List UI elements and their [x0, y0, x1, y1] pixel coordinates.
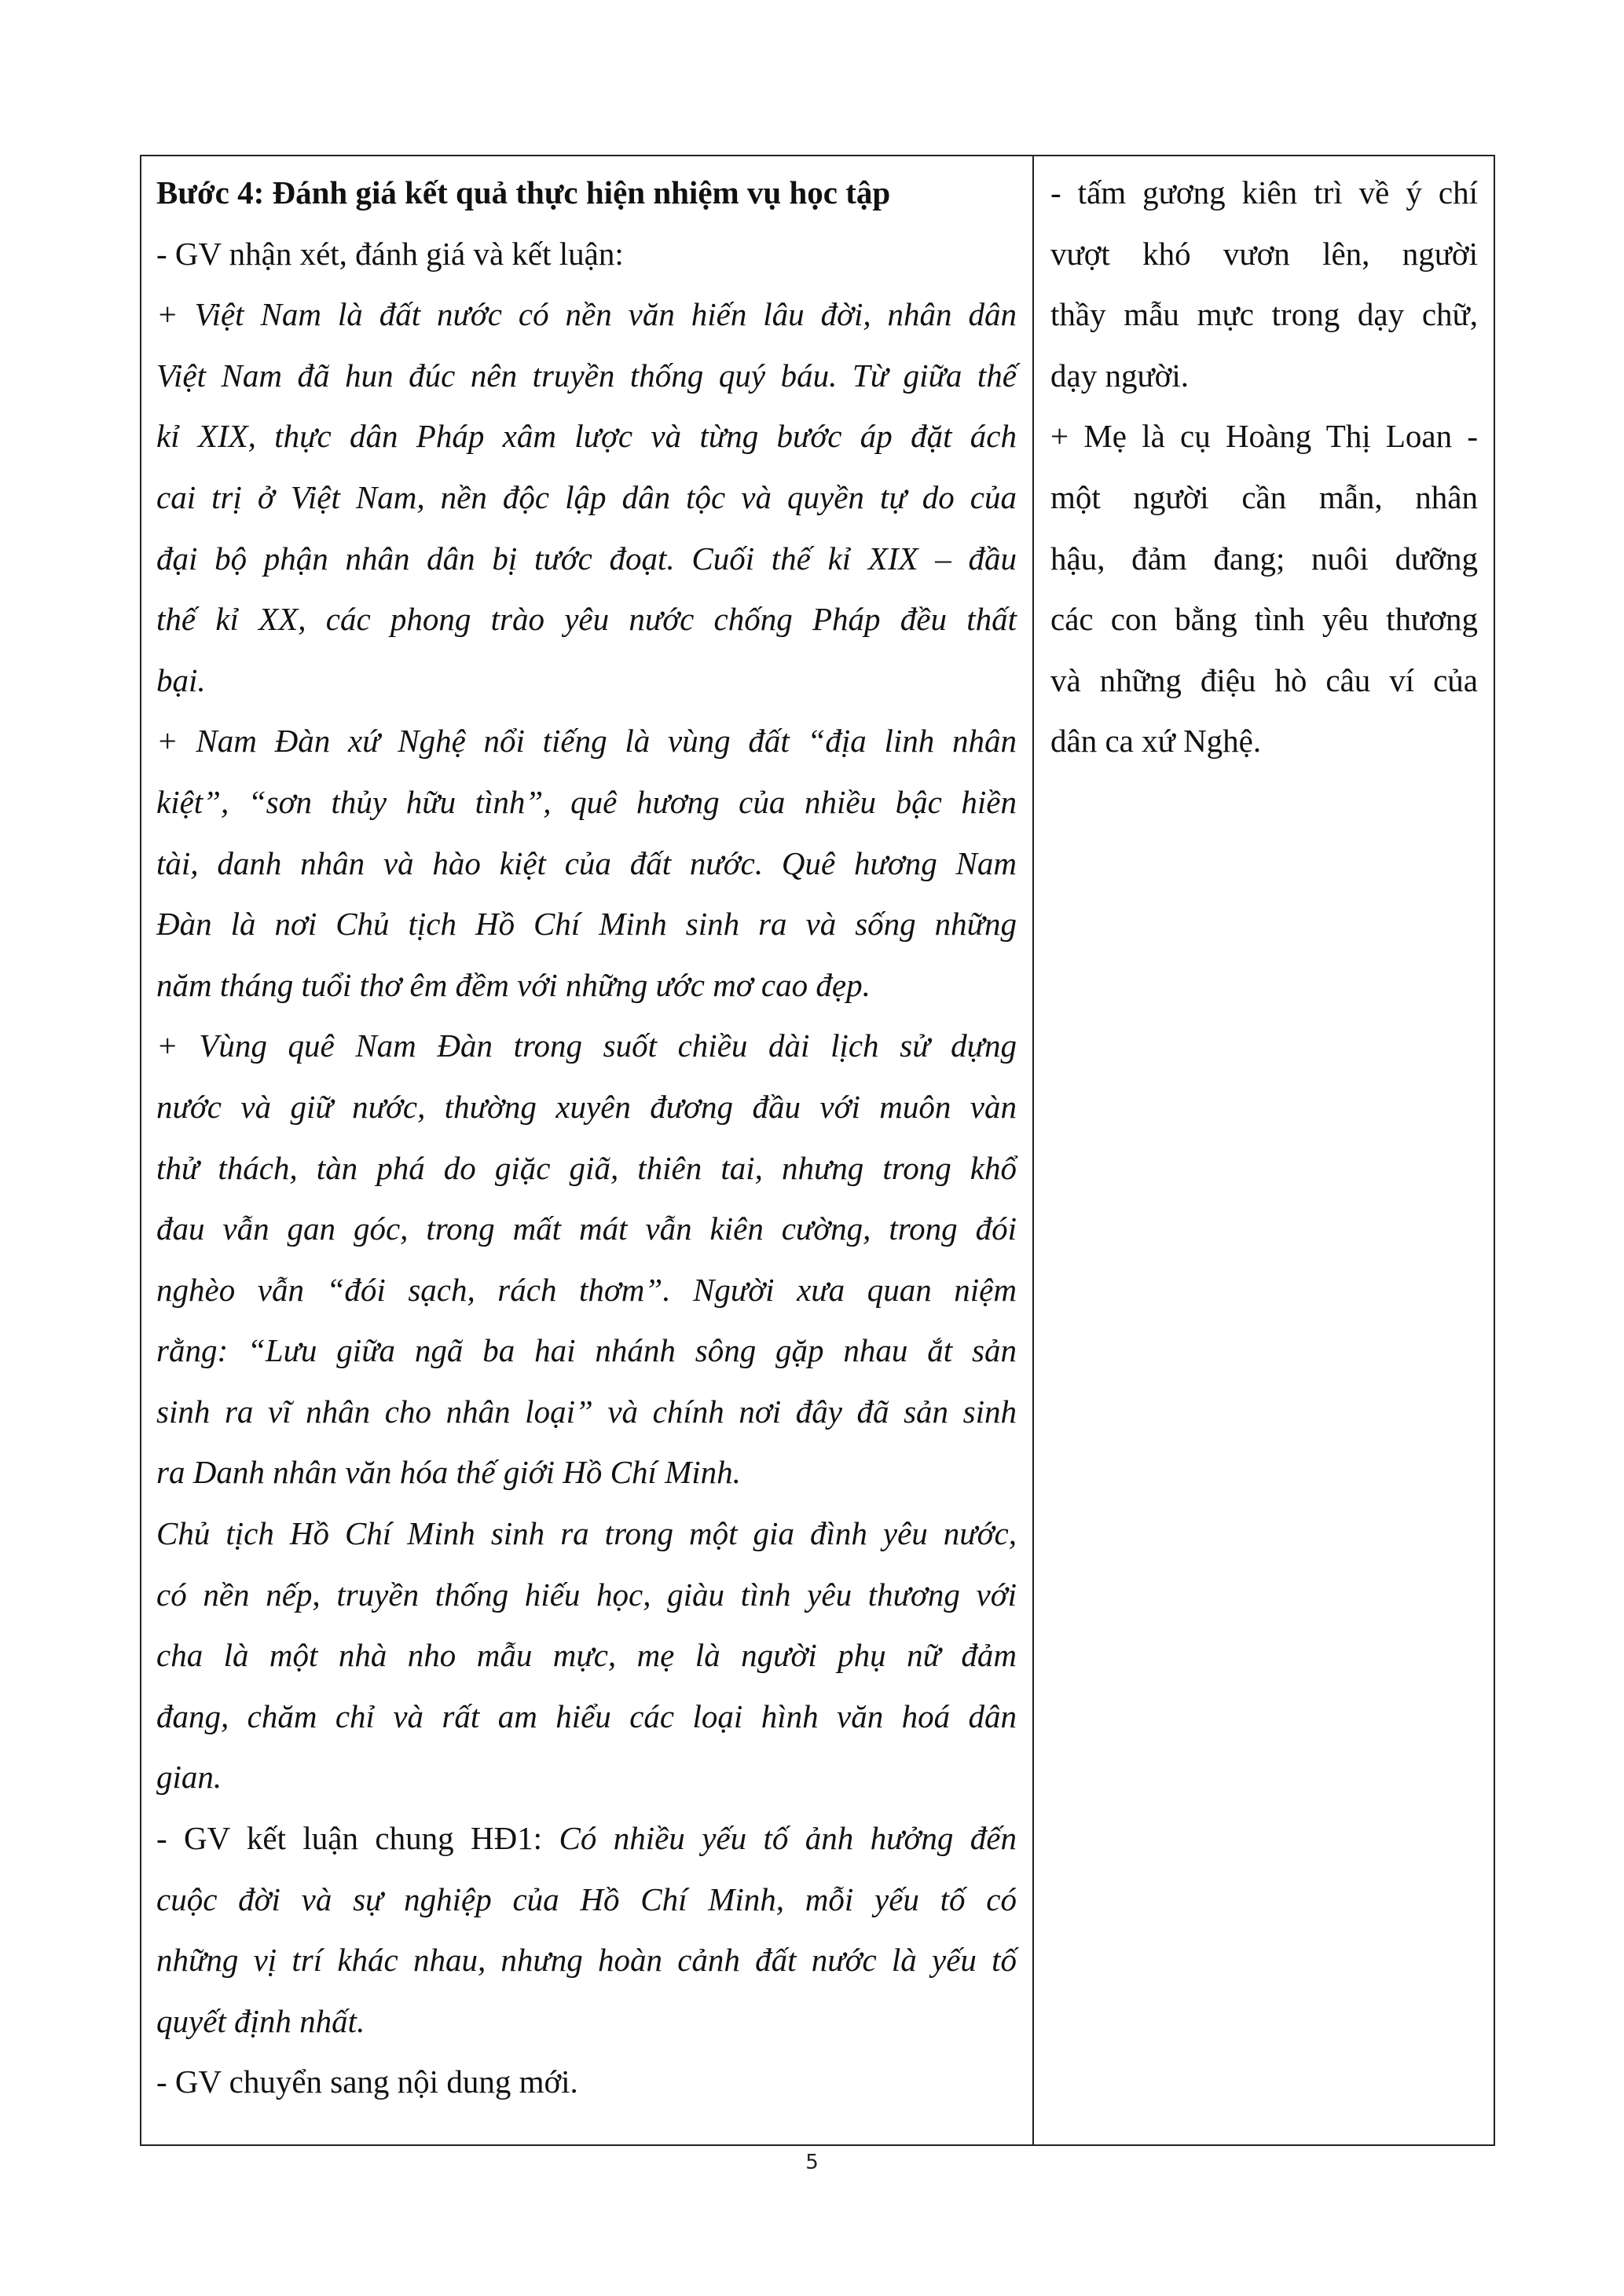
- teacher-comment: - GV nhận xét, đánh giá và kết luận:: [156, 235, 624, 272]
- paragraph-vietnam-history: [156, 284, 1017, 711]
- text-line: nghèo vẫn “đói sạch, rách thơm”. Người xưa quan niệm: [156, 1271, 1017, 1308]
- text-line: + Việt Nam là đất nước có nền văn hiến lâu đời, nhân dân: [156, 296, 1017, 333]
- text-line: dạy người.: [1050, 357, 1189, 394]
- text-line: cha là một nhà nho mẫu mực, mẹ là người phụ nữ đảm: [156, 1637, 1017, 1674]
- text-line: Đàn là nơi Chủ tịch Hồ Chí Minh sinh ra và sống những: [156, 906, 1017, 943]
- paragraph-nam-dan: [156, 711, 1017, 1016]
- conclusion-italic: Có nhiều yếu tố ảnh hưởng đến: [559, 1820, 1017, 1857]
- paragraph-homeland-history: [156, 1016, 1017, 1503]
- text-line: + Nam Đàn xứ Nghệ nổi tiếng là vùng đất “địa linh nhân: [156, 723, 1017, 760]
- text-line: các con bằng tình yêu thương: [1050, 601, 1478, 638]
- text-line: Việt Nam đã hun đúc nên truyền thống quý báu. Từ giữa thế: [156, 357, 1017, 394]
- text-line: có nền nếp, truyền thống hiếu học, giàu tình yêu thương với: [156, 1576, 1017, 1613]
- text-line: một người cần mẫn, nhân: [1050, 478, 1478, 515]
- text-line: cai trị ở Việt Nam, nền độc lập dân tộc và quyền tự do của: [156, 478, 1017, 515]
- text-line: kiệt”, “sơn thủy hữu tình”, quê hương của nhiều bậc hiền: [156, 783, 1017, 820]
- text-line: năm tháng tuổi thơ êm đềm với những ước mơ cao đẹp.: [156, 966, 871, 1003]
- text-line: [156, 1808, 1017, 1869]
- text-line: tài, danh nhân và hào kiệt của đất nước. Quê hương Nam: [156, 844, 1017, 881]
- text-line: bại.: [156, 661, 206, 698]
- text-line: cuộc đời và sự nghiệp của Hồ Chí Minh, mỗi yếu tố có: [156, 1880, 1017, 1917]
- paragraph-father: [1050, 163, 1478, 406]
- text-line: + Vùng quê Nam Đàn trong suốt chiều dài lịch sử dựng: [156, 1027, 1017, 1064]
- text-line: - tấm gương kiên trì về ý chí: [1050, 174, 1478, 211]
- text-line: ra Danh nhân văn hóa thế giới Hồ Chí Minh.: [156, 1454, 741, 1491]
- text-line: đại bộ phận nhân dân bị tước đoạt. Cuối thế kỉ XIX – đầu: [156, 540, 1017, 577]
- step-heading: Bước 4: Đánh giá kết quả thực hiện nhiệm vụ học tập: [156, 174, 891, 211]
- conclusion-prefix: - GV kết luận chung HĐ1:: [156, 1820, 559, 1857]
- paragraph-family: [156, 1503, 1017, 1808]
- paragraph-conclusion: [156, 1808, 1017, 2052]
- transition-line: - GV chuyển sang nội dung mới.: [156, 2063, 578, 2100]
- text-line: kỉ XIX, thực dân Pháp xâm lược và từng bước áp đặt ách: [156, 418, 1017, 455]
- text-line: thế kỉ XX, các phong trào yêu nước chống Pháp đều thất: [156, 601, 1017, 638]
- text-line: thử thách, tàn phá do giặc giã, thiên tai, nhưng trong khổ: [156, 1149, 1017, 1186]
- text-line: + Mẹ là cụ Hoàng Thị Loan -: [1050, 418, 1478, 455]
- content-table: [140, 155, 1495, 2146]
- text-line: gian.: [156, 1759, 222, 1796]
- text-line: và những điệu hò câu ví của: [1050, 661, 1478, 698]
- text-line: thầy mẫu mực trong dạy chữ,: [1050, 296, 1478, 333]
- page-number: 5: [805, 2151, 819, 2174]
- text-line: sinh ra vĩ nhân cho nhân loại” và chính nơi đây đã sản sinh: [156, 1393, 1017, 1430]
- text-line: những vị trí khác nhau, nhưng hoàn cảnh đất nước là yếu tố: [156, 1942, 1017, 1979]
- text-line: dân ca xứ Nghệ.: [1050, 723, 1262, 760]
- text-line: hậu, đảm đang; nuôi dưỡng: [1050, 540, 1478, 577]
- right-column: [1034, 156, 1494, 2144]
- text-line: đang, chăm chỉ và rất am hiểu các loại hình văn hoá dân: [156, 1697, 1017, 1734]
- text-line: rằng: “Lưu giữa ngã ba hai nhánh sông gặp nhau ắt sản: [156, 1332, 1017, 1369]
- left-column: [141, 156, 1034, 2144]
- text-line: đau vẫn gan góc, trong mất mát vẫn kiên cường, trong đói: [156, 1210, 1017, 1247]
- text-line: quyết định nhất.: [156, 2002, 365, 2039]
- text-line: vượt khó vươn lên, người: [1050, 235, 1478, 272]
- text-line: nước và giữ nước, thường xuyên đương đầu với muôn vàn: [156, 1088, 1017, 1125]
- paragraph-mother: [1050, 406, 1478, 772]
- text-line: Chủ tịch Hồ Chí Minh sinh ra trong một gia đình yêu nước,: [156, 1515, 1017, 1552]
